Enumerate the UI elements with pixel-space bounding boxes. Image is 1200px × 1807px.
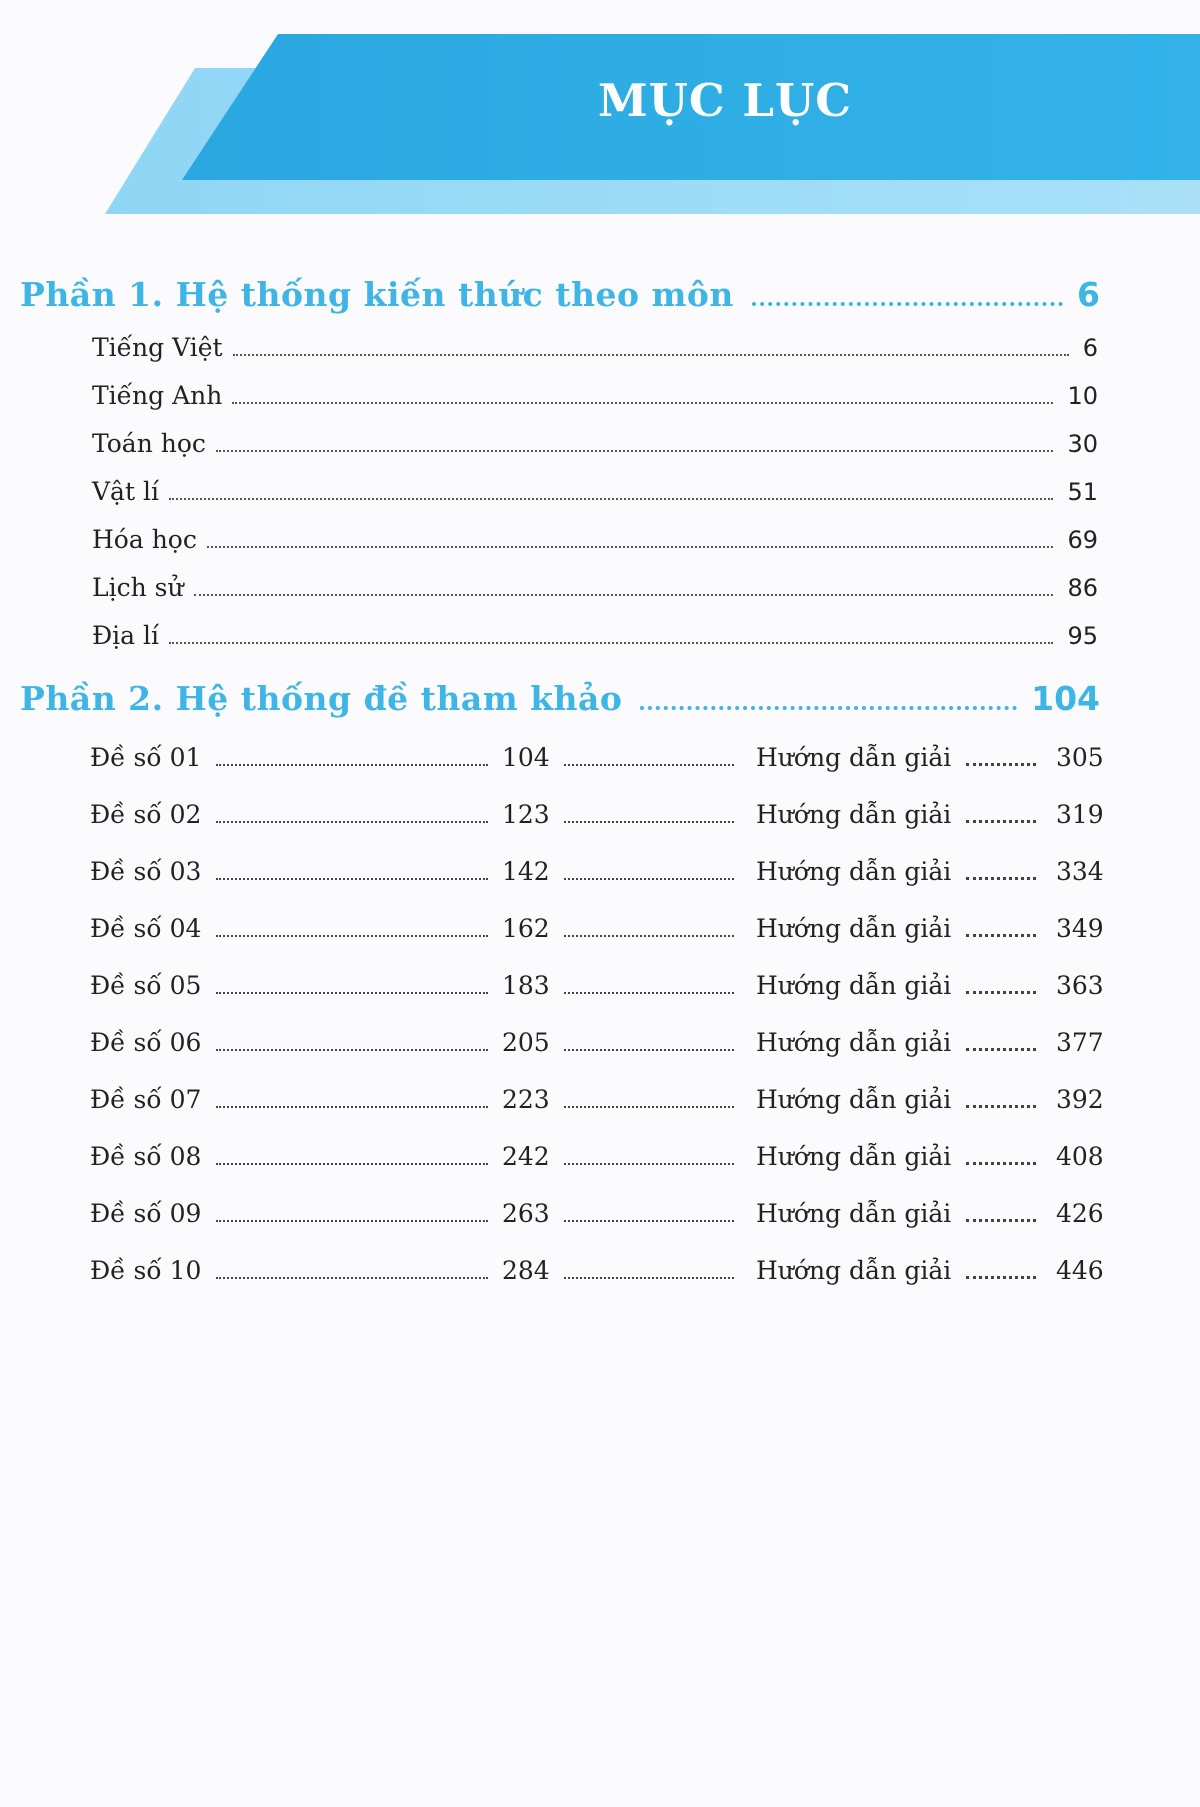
solution-label: Hướng dẫn giải <box>756 1085 952 1114</box>
leader-dots <box>564 1163 734 1165</box>
leader-dots <box>966 1105 1036 1108</box>
part-page-number: 6 <box>1077 275 1100 314</box>
solution-label: Hướng dẫn giải <box>756 971 952 1000</box>
exam-row-08[interactable] <box>90 1135 1104 1171</box>
leader-dots <box>216 1277 488 1279</box>
exam-label: Đề số 04 <box>90 914 202 943</box>
leader-dots <box>564 1049 734 1051</box>
leader-dots <box>233 354 1069 356</box>
leader-dots <box>564 878 734 880</box>
toc-item-page: 69 <box>1067 526 1098 554</box>
leader-dots <box>564 992 734 994</box>
solution-page: 363 <box>1056 971 1104 1000</box>
header-banner <box>0 0 1200 220</box>
leader-dots <box>564 821 734 823</box>
leader-dots <box>216 821 488 823</box>
exam-row-04[interactable] <box>90 907 1104 943</box>
leader-dots <box>194 594 1054 596</box>
toc-item-page: 95 <box>1067 622 1098 650</box>
solution-page: 446 <box>1056 1256 1104 1285</box>
solution-page: 319 <box>1056 800 1104 829</box>
exam-page: 263 <box>502 1199 550 1228</box>
toc-item-hoa-hoc[interactable] <box>92 520 1098 554</box>
leader-dots <box>216 1163 488 1165</box>
exam-page: 142 <box>502 857 550 886</box>
exam-row-03[interactable] <box>90 850 1104 886</box>
leader-dots <box>216 1049 488 1051</box>
toc-item-label: Tiếng Việt <box>92 333 223 362</box>
exam-label: Đề số 07 <box>90 1085 202 1114</box>
leader-dots <box>564 1277 734 1279</box>
leader-dots <box>966 1162 1036 1165</box>
exam-label: Đề số 05 <box>90 971 202 1000</box>
leader-dots <box>966 1219 1036 1222</box>
leader-dots <box>966 763 1036 766</box>
leader-dots <box>169 498 1054 500</box>
solution-label: Hướng dẫn giải <box>756 800 952 829</box>
exam-row-06[interactable] <box>90 1021 1104 1057</box>
leader-dots <box>216 992 488 994</box>
leader-dots <box>752 302 1063 306</box>
solution-label: Hướng dẫn giải <box>756 1199 952 1228</box>
solution-label: Hướng dẫn giải <box>756 1142 952 1171</box>
exam-label: Đề số 03 <box>90 857 202 886</box>
exam-page: 242 <box>502 1142 550 1171</box>
toc-item-tieng-anh[interactable] <box>92 376 1098 410</box>
toc-item-tieng-viet[interactable] <box>92 328 1098 362</box>
leader-dots <box>564 935 734 937</box>
leader-dots <box>564 1220 734 1222</box>
leader-dots <box>966 877 1036 880</box>
exam-row-01[interactable] <box>90 736 1104 772</box>
exam-label: Đề số 01 <box>90 743 202 772</box>
solution-page: 334 <box>1056 857 1104 886</box>
part-title: Phần 1. Hệ thống kiến thức theo môn <box>20 275 734 314</box>
leader-dots <box>966 991 1036 994</box>
page-title: MỤC LỤC <box>597 74 853 127</box>
exam-page: 104 <box>502 743 550 772</box>
exam-label: Đề số 08 <box>90 1142 202 1171</box>
leader-dots <box>564 764 734 766</box>
exam-row-02[interactable] <box>90 793 1104 829</box>
exam-label: Đề số 09 <box>90 1199 202 1228</box>
solution-label: Hướng dẫn giải <box>756 914 952 943</box>
leader-dots <box>207 546 1054 548</box>
toc-item-lich-su[interactable] <box>92 568 1098 602</box>
toc-part-1[interactable] <box>20 270 1100 314</box>
exam-row-09[interactable] <box>90 1192 1104 1228</box>
toc-item-label: Lịch sử <box>92 573 184 602</box>
solution-page: 305 <box>1056 743 1104 772</box>
toc-item-page: 30 <box>1067 430 1098 458</box>
leader-dots <box>966 934 1036 937</box>
leader-dots <box>216 1106 488 1108</box>
leader-dots <box>966 820 1036 823</box>
exam-page: 162 <box>502 914 550 943</box>
toc-item-label: Hóa học <box>92 525 197 554</box>
leader-dots <box>216 450 1054 452</box>
toc-item-label: Địa lí <box>92 621 160 650</box>
leader-dots <box>216 878 488 880</box>
leader-dots <box>169 642 1053 644</box>
exam-row-05[interactable] <box>90 964 1104 1000</box>
solution-label: Hướng dẫn giải <box>756 743 952 772</box>
exam-label: Đề số 10 <box>90 1256 202 1285</box>
exam-row-07[interactable] <box>90 1078 1104 1114</box>
toc-item-label: Toán học <box>92 429 206 458</box>
solution-page: 426 <box>1056 1199 1104 1228</box>
solution-page: 392 <box>1056 1085 1104 1114</box>
toc-item-page: 6 <box>1082 334 1098 362</box>
toc-item-label: Tiếng Anh <box>92 381 223 410</box>
solution-page: 408 <box>1056 1142 1104 1171</box>
solution-page: 349 <box>1056 914 1104 943</box>
solution-page: 377 <box>1056 1028 1104 1057</box>
exam-page: 183 <box>502 971 550 1000</box>
toc-item-page: 10 <box>1067 382 1098 410</box>
leader-dots <box>966 1276 1036 1279</box>
part-title: Phần 2. Hệ thống đề tham khảo <box>20 679 623 718</box>
solution-label: Hướng dẫn giải <box>756 857 952 886</box>
exam-page: 284 <box>502 1256 550 1285</box>
exam-label: Đề số 02 <box>90 800 202 829</box>
solution-label: Hướng dẫn giải <box>756 1028 952 1057</box>
solution-label: Hướng dẫn giải <box>756 1256 952 1285</box>
toc-item-toan-hoc[interactable] <box>92 424 1098 458</box>
toc-item-label: Vật lí <box>92 477 159 506</box>
exam-label: Đề số 06 <box>90 1028 202 1057</box>
toc-item-dia-li[interactable] <box>92 616 1098 650</box>
leader-dots <box>564 1106 734 1108</box>
leader-dots <box>216 1220 488 1222</box>
toc-item-page: 86 <box>1067 574 1098 602</box>
leader-dots <box>232 402 1053 404</box>
leader-dots <box>216 764 488 766</box>
toc-part-2[interactable] <box>20 674 1100 718</box>
leader-dots <box>966 1048 1036 1051</box>
exam-page: 223 <box>502 1085 550 1114</box>
toc-item-vat-li[interactable] <box>92 472 1098 506</box>
exam-page: 123 <box>502 800 550 829</box>
leader-dots <box>216 935 488 937</box>
part-page-number: 104 <box>1031 679 1100 718</box>
toc-item-page: 51 <box>1067 478 1098 506</box>
exam-row-10[interactable] <box>90 1249 1104 1285</box>
exam-page: 205 <box>502 1028 550 1057</box>
leader-dots <box>640 706 1017 710</box>
